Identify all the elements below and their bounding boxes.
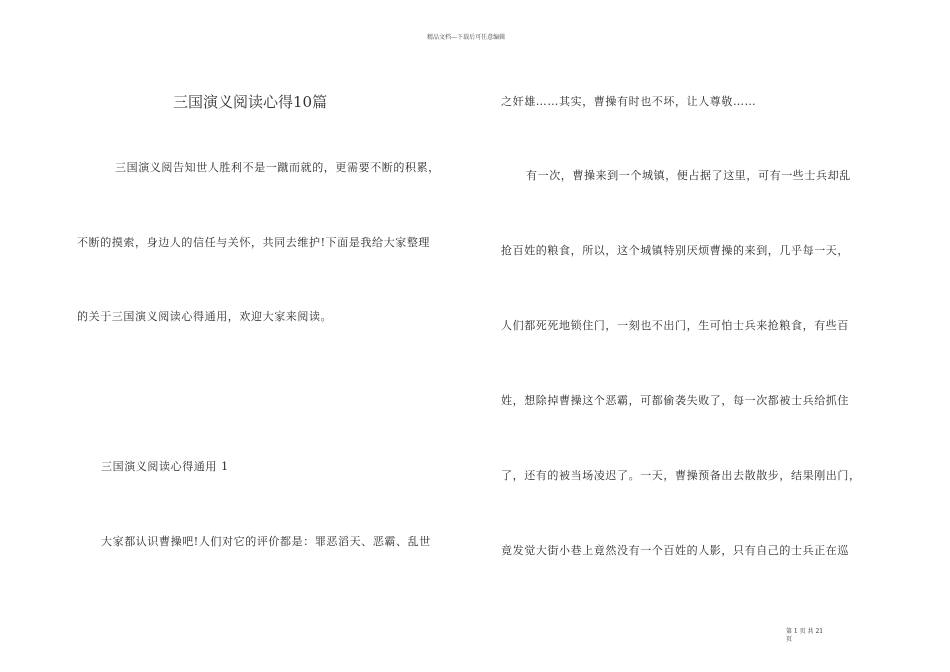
- right-line-5: 姓，想除掉曹操这个恶霸，可都偷袭失败了，每一次都被士兵给抓住: [501, 394, 849, 407]
- intro-line-1: 三国演义阅告知世人胜利不是一蹴而就的，更需要不断的积累，: [115, 161, 440, 174]
- page-number-line-1: 第 1 页 共 21: [786, 628, 824, 635]
- intro-line-3: 的关于三国演义阅读心得通用，欢迎大家来阅读。: [77, 310, 333, 323]
- header-note: 精品文档---下载后可任意编辑: [427, 34, 506, 41]
- page-number-line-2: 页: [786, 636, 793, 643]
- document-title: 三国演义阅读心得10篇: [173, 93, 328, 111]
- right-line-2: 有一次，曹操来到一个城镇，便占据了这里，可有一些士兵却乱: [526, 169, 851, 182]
- section-heading: 三国演义阅读心得通用 1: [101, 460, 229, 473]
- right-line-3: 抢百姓的粮食，所以，这个城镇特别厌烦曹操的来到，几乎每一天，: [501, 244, 849, 257]
- page-number: [786, 628, 823, 644]
- intro-line-2: 不断的摸索，身边人的信任与关怀，共同去维护!下面是我给大家整理: [77, 236, 431, 249]
- section-line-1: 大家都认识曹操吧!人们对它的评价都是：罪恶滔天、恶霸、乱世: [101, 535, 431, 548]
- right-line-6: 了，还有的被当场凌迟了。一天，曹操预备出去散散步，结果刚出门，: [501, 469, 861, 482]
- right-line-7: 竟发觉大街小巷上竟然没有一个百姓的人影，只有自己的士兵正在巡: [501, 544, 849, 557]
- right-line-1: 之奸雄……其实，曹操有时也不坏，让人尊敬……: [501, 95, 757, 108]
- right-line-4: 人们都死死地锁住门，一刻也不出门，生可怕士兵来抢粮食，有些百: [501, 319, 849, 332]
